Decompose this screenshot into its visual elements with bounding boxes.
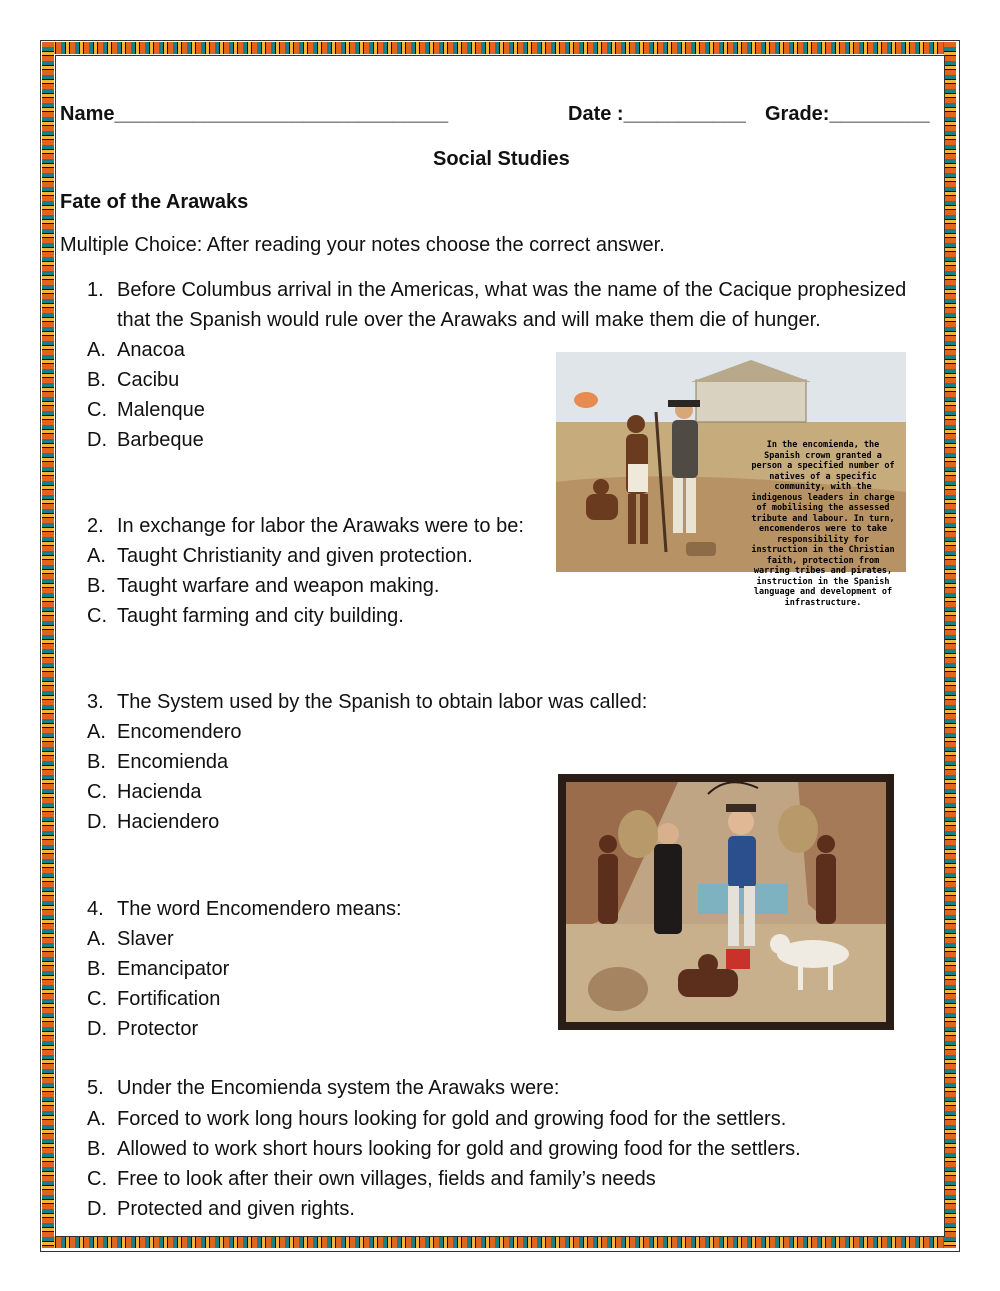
border-right [944,42,956,1248]
option-text[interactable]: Encomienda [117,751,229,773]
question-text: that the Spanish would rule over the Arawaks and will make them die of hunger. [117,309,821,331]
option-text[interactable]: Haciendero [117,811,220,833]
option-letter: D. [87,429,107,451]
border-top [42,42,956,54]
option-letter: B. [87,369,106,391]
option-text[interactable]: Taught farming and city building. [117,605,404,627]
option-text[interactable]: Fortification [117,988,221,1010]
option-letter: B. [87,751,106,773]
question-number: 3. [87,691,104,713]
conquistador-mural [558,774,894,1030]
option-letter: C. [87,1168,107,1190]
option-text[interactable]: Taught warfare and weapon making. [117,575,440,597]
option-letter: B. [87,575,106,597]
question-text: Before Columbus arrival in the Americas, what was the name of the Cacique prophesized [117,279,907,301]
question-number: 5. [87,1077,104,1099]
question-number: 1. [87,279,104,301]
option-text[interactable]: Encomendero [117,721,242,743]
option-letter: A. [87,545,106,567]
option-text[interactable]: Free to look after their own villages, fields and family’s needs [117,1168,656,1190]
option-text[interactable]: Malenque [117,399,205,421]
option-text[interactable]: Cacibu [117,369,180,391]
name-field[interactable]: Name______________________________ [60,103,449,125]
encomienda-labor-illustration [556,352,906,608]
grade-field[interactable]: Grade:_________ [765,103,930,125]
border-left [42,42,54,1248]
question-text: The word Encomendero means: [117,898,402,920]
option-text[interactable]: Forced to work long hours looking for gold and growing food for the settlers. [117,1108,787,1130]
worksheet-header [60,103,940,131]
date-field[interactable]: Date :___________ [568,103,746,125]
question-number: 4. [87,898,104,920]
subject-title: Social Studies [433,148,570,170]
border-bottom [42,1236,956,1248]
question-text: Under the Encomienda system the Arawaks were: [117,1077,560,1099]
option-letter: B. [87,1138,106,1160]
option-letter: A. [87,928,106,950]
option-text[interactable]: Allowed to work short hours looking for gold and growing food for the settlers. [117,1138,801,1160]
option-letter: C. [87,988,107,1010]
option-text[interactable]: Emancipator [117,958,230,980]
option-text[interactable]: Protector [117,1018,199,1040]
instructions: Multiple Choice: After reading your notes choose the correct answer. [60,234,665,256]
question-text: In exchange for labor the Arawaks were to be: [117,515,524,537]
option-letter: C. [87,605,107,627]
option-text[interactable]: Hacienda [117,781,202,803]
option-letter: A. [87,721,106,743]
option-text[interactable]: Taught Christianity and given protection. [117,545,473,567]
option-letter: C. [87,781,107,803]
option-letter: D. [87,811,107,833]
option-letter: B. [87,958,106,980]
option-text[interactable]: Anacoa [117,339,185,361]
option-letter: C. [87,399,107,421]
question-text: The System used by the Spanish to obtain labor was called: [117,691,648,713]
option-text[interactable]: Barbeque [117,429,204,451]
option-letter: A. [87,1108,106,1130]
option-text[interactable]: Slaver [117,928,174,950]
option-letter: D. [87,1018,107,1040]
mural-drawing [558,774,894,1030]
option-letter: A. [87,339,106,361]
option-letter: D. [87,1198,107,1220]
option-text[interactable]: Protected and given rights. [117,1198,355,1220]
question-number: 2. [87,515,104,537]
topic-title: Fate of the Arawaks [60,191,249,213]
image-caption: In the encomienda, the Spanish crown granted a person a specified number of natives of a specific community, with the indigenous leaders in charge of mobilising the assessed tribute and labour. In turn, encomenderos were to take responsibility for instruction in the Christian faith, protection from warring tribes and pirates, instruction in the Spanish language and development of infrastructure. [751,440,895,608]
